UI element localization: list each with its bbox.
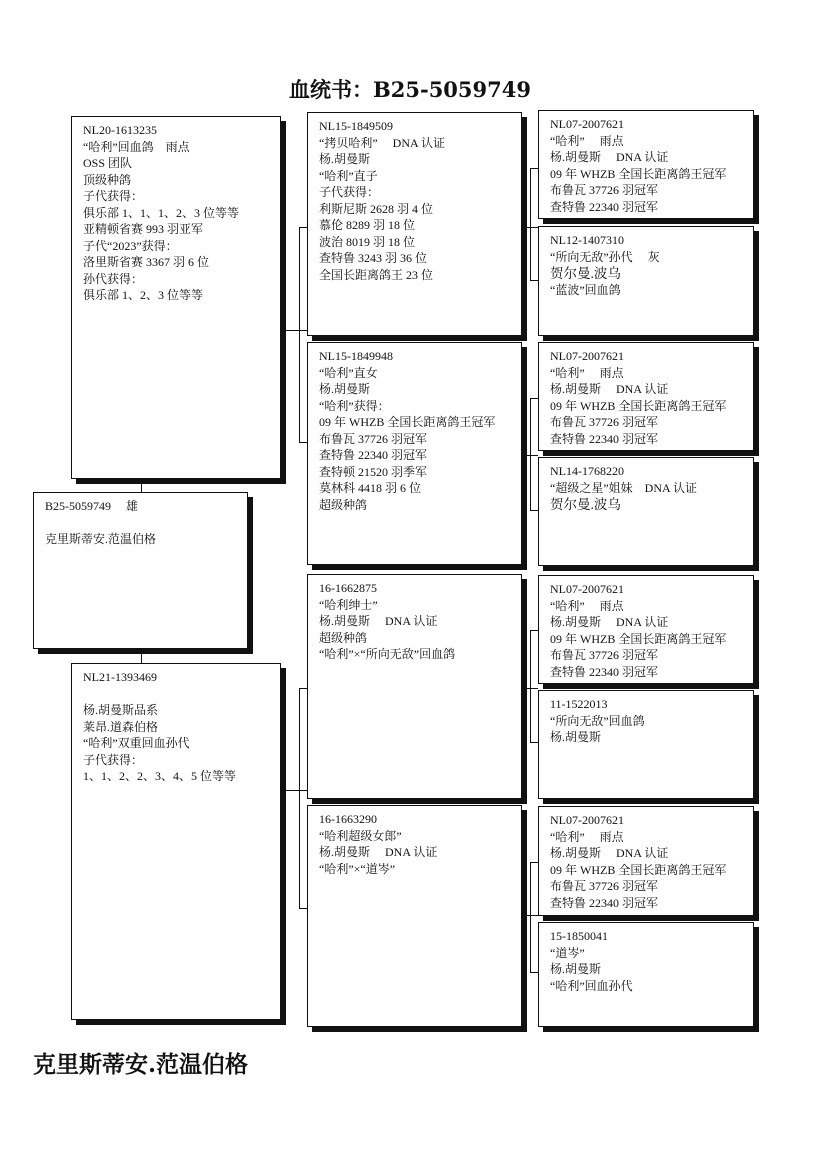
ring-number: NL20-1613235 — [83, 123, 157, 137]
connector — [299, 908, 307, 909]
ring-number: NL07-2007621 — [550, 813, 624, 827]
document-title: 血统书：B25-5059749 — [289, 77, 531, 102]
pedigree-line: “哈利” 雨点 — [550, 365, 624, 380]
pedigree-line: 莱昂.道森伯格 — [83, 719, 159, 734]
pedigree-line: 杨.胡曼斯 — [319, 382, 371, 396]
pedigree-line: 杨.胡曼斯品系 — [83, 703, 159, 717]
blank-line — [45, 515, 239, 532]
connector — [530, 630, 538, 631]
pedigree-line: 布鲁瓦 37726 羽冠军 — [550, 648, 659, 662]
pedigree-line: 查特鲁 22340 羽冠军 — [550, 664, 659, 679]
dam-dam-dam-box — [538, 922, 754, 1027]
pedigree-line: 布鲁瓦 37726 羽冠军 — [550, 415, 659, 429]
pedigree-line: 全国长距离鸽王 23 位 — [319, 267, 434, 282]
pedigree-line: 杨.胡曼斯 DNA 认证 — [319, 845, 438, 859]
pedigree-line: “所向无敌”孙代 灰 — [550, 249, 660, 264]
pedigree-line: 杨.胡曼斯 — [550, 730, 602, 744]
pedigree-line: 查特鲁 22340 羽冠军 — [550, 431, 659, 446]
pedigree-line: 贺尔曼.波乌 — [550, 497, 621, 512]
pedigree-line: OSS 团队 — [83, 156, 133, 170]
connector — [530, 280, 538, 281]
pedigree-line: 查特顿 21520 羽季军 — [319, 464, 428, 479]
pedigree-line: 超级种鸽 — [319, 497, 368, 512]
sire-dam-sire-box — [538, 342, 754, 451]
sire-box — [71, 116, 281, 479]
pedigree-line: “拷贝哈利” DNA 认证 — [319, 135, 445, 150]
pedigree-line: 贺尔曼.波乌 — [550, 266, 621, 281]
connector — [530, 742, 538, 743]
dam-sire-dam-box — [538, 690, 754, 799]
connector — [530, 862, 531, 972]
pedigree-line: “哈利” 雨点 — [550, 598, 624, 613]
pedigree-line: “哈利”×“所向无敌”回血鸽 — [319, 647, 456, 661]
ring-number: 16-1662875 — [319, 581, 377, 595]
pedigree-line: “蓝波”回血鸽 — [550, 283, 621, 297]
ring-number: 11-1522013 — [550, 697, 608, 711]
connector — [141, 479, 142, 493]
pedigree-line: 09 年 WHZB 全国长距离鸽王冠军 — [319, 415, 496, 429]
pedigree-line: “哈利” 雨点 — [550, 829, 624, 844]
pedigree-line: 克里斯蒂安.范温伯格 — [45, 532, 157, 546]
pedigree-line: 查特鲁 22340 羽冠军 — [550, 199, 659, 214]
pedigree-line: 09 年 WHZB 全国长距离鸽王冠军 — [550, 398, 727, 413]
sire-sire-dam-box — [538, 226, 754, 336]
blank-line — [83, 686, 272, 703]
pedigree-line: 杨.胡曼斯 DNA 认证 — [550, 846, 669, 860]
pedigree-line: 查特鲁 22340 羽冠军 — [550, 895, 659, 910]
dam-sire-sire-box — [538, 575, 754, 684]
ring-number: NL15-1849509 — [319, 119, 393, 133]
pedigree-line: 杨.胡曼斯 DNA 认证 — [319, 614, 438, 628]
pedigree-line: 洛里斯省赛 3367 羽 6 位 — [83, 255, 210, 269]
dam-dam-box — [307, 805, 522, 1027]
pedigree-line: 波治 8019 羽 18 位 — [319, 234, 416, 249]
pedigree-line: 09 年 WHZB 全国长距离鸽王冠军 — [550, 862, 727, 877]
dam-dam-sire-box — [538, 806, 754, 916]
pedigree-line: “哈利”获得： — [319, 398, 390, 413]
ring-number: NL15-1849948 — [319, 349, 393, 363]
connector — [530, 972, 538, 973]
pedigree-line: 09 年 WHZB 全国长距离鸽王冠军 — [550, 631, 727, 646]
ring-number: NL07-2007621 — [550, 582, 624, 596]
connector — [141, 648, 142, 663]
pedigree-line: 孙代获得： — [83, 271, 144, 286]
subject-box — [33, 492, 248, 649]
sire-dam-dam-box — [538, 457, 754, 566]
ring-number: B25-5059749 雄 — [45, 499, 139, 513]
pedigree-line: “哈利”×“道岑” — [319, 861, 396, 876]
ring-number: NL07-2007621 — [550, 117, 624, 131]
pedigree-line: 子代获得： — [319, 185, 380, 199]
connector — [530, 862, 538, 863]
pedigree-line: 超级种鸽 — [319, 630, 368, 645]
sire-dam-box — [307, 342, 522, 565]
pedigree-line: “所向无敌”回血鸽 — [550, 713, 645, 728]
pedigree-line: 布鲁瓦 37726 羽冠军 — [550, 879, 659, 893]
pedigree-line: “哈利”直子 — [319, 168, 378, 183]
connector — [299, 688, 307, 689]
pedigree-line: 俱乐部 1、2、3 位等等 — [83, 288, 204, 302]
pedigree-line: 俱乐部 1、1、1、2、3 位等等 — [83, 205, 240, 220]
dam-sire-box — [307, 574, 522, 799]
pedigree-line: 顶级种鸽 — [83, 172, 132, 187]
ring-number: 16-1663290 — [319, 812, 377, 826]
ring-number: NL12-1407310 — [550, 233, 624, 247]
connector — [530, 398, 531, 510]
pedigree-line: “哈利绅士” — [319, 597, 378, 612]
pedigree-line: 子代获得： — [83, 189, 144, 203]
pedigree-line: 查特鲁 3243 羽 36 位 — [319, 251, 428, 265]
dam-box — [71, 663, 281, 1020]
pedigree-line: 亚精顿省赛 993 羽亚军 — [83, 222, 204, 236]
pedigree-line: 查特鲁 22340 羽冠军 — [319, 448, 428, 462]
connector — [299, 688, 300, 908]
connector — [530, 168, 538, 169]
connector — [530, 398, 538, 399]
ring-number: 15-1850041 — [550, 929, 608, 943]
pedigree-line: 莫林科 4418 羽 6 位 — [319, 481, 422, 495]
pedigree-line: “哈利”直女 — [319, 365, 378, 380]
pedigree-line: 杨.胡曼斯 DNA 认证 — [550, 615, 669, 629]
pedigree-line: 慕伦 8289 羽 18 位 — [319, 218, 416, 232]
pedigree-line: 利斯尼斯 2628 羽 4 位 — [319, 201, 434, 216]
pedigree-line: “哈利超级女郎” — [319, 828, 402, 843]
connector — [299, 227, 300, 442]
pedigree-line: 子代获得： — [83, 752, 144, 767]
pedigree-line: “哈利”双重回血孙代 — [83, 736, 190, 750]
sire-sire-sire-box — [538, 110, 754, 219]
ring-number: NL21-1393469 — [83, 670, 157, 684]
connector — [299, 442, 307, 443]
pedigree-line: “道岑” — [550, 945, 585, 960]
pedigree-line: 杨.胡曼斯 DNA 认证 — [550, 150, 669, 164]
pedigree-line: “哈利”回血鸽 雨点 — [83, 139, 190, 154]
pedigree-line: “哈利”回血孙代 — [550, 978, 633, 993]
footer-owner-name: 克里斯蒂安.范温伯格 — [33, 1051, 249, 1078]
pedigree-line: 杨.胡曼斯 DNA 认证 — [550, 382, 669, 396]
pedigree-line: 子代“2023”获得： — [83, 238, 178, 253]
connector — [281, 790, 307, 791]
connector — [281, 330, 307, 331]
ring-number: NL14-1768220 — [550, 464, 624, 478]
connector — [530, 510, 538, 511]
connector — [530, 630, 531, 742]
pedigree-line: 1、1、2、2、3、4、5 位等等 — [83, 769, 237, 783]
pedigree-line: “哈利” 雨点 — [550, 133, 624, 148]
pedigree-line: 09 年 WHZB 全国长距离鸽王冠军 — [550, 166, 727, 181]
pedigree-line: “超级之星”姐妹 DNA 认证 — [550, 480, 697, 495]
pedigree-line: 布鲁瓦 37726 羽冠军 — [550, 183, 659, 197]
pedigree-line: 杨.胡曼斯 — [319, 152, 371, 166]
connector — [299, 227, 307, 228]
sire-sire-box — [307, 112, 522, 336]
pedigree-line: 布鲁瓦 37726 羽冠军 — [319, 431, 428, 446]
connector — [530, 168, 531, 280]
pedigree-line: 杨.胡曼斯 — [550, 962, 602, 976]
ring-number: NL07-2007621 — [550, 349, 624, 363]
